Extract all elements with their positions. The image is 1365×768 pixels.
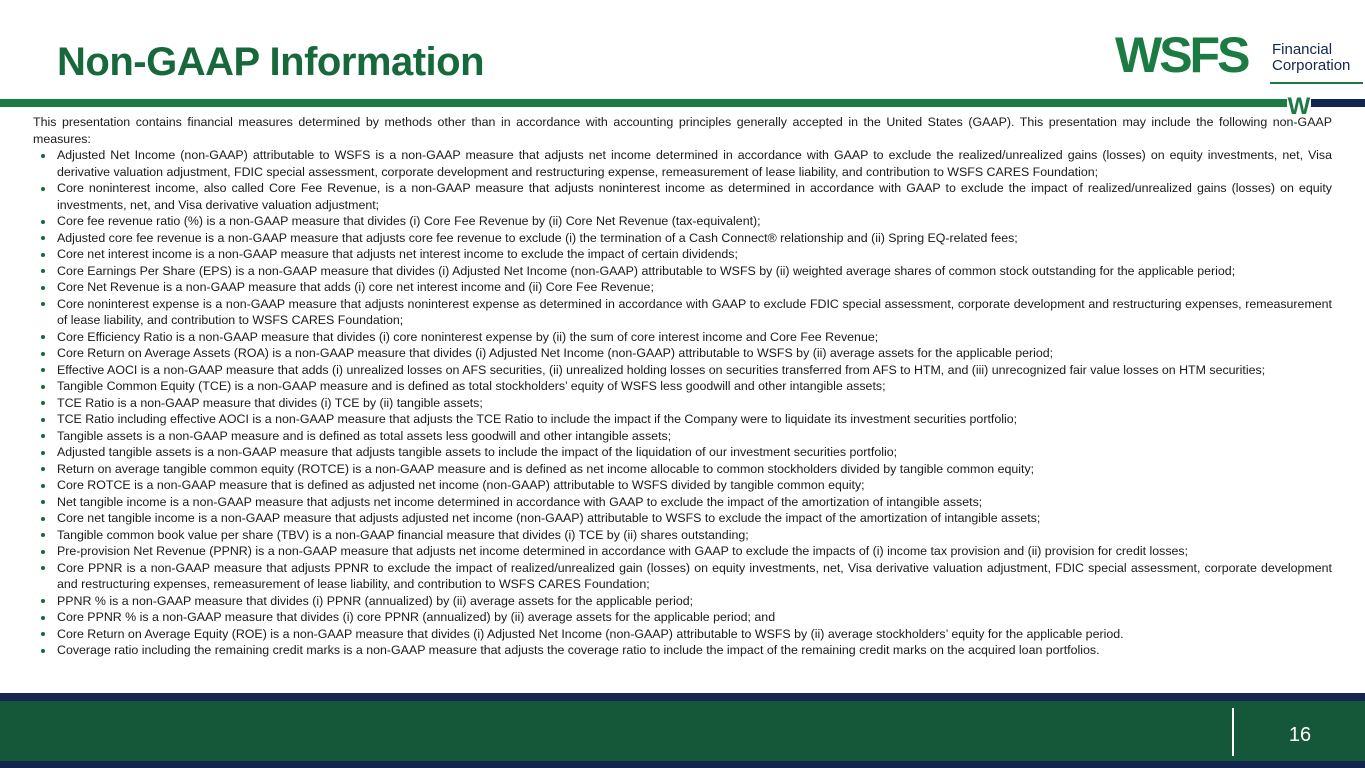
bullet-icon	[41, 236, 45, 240]
logo-text-line2: Corporation	[1272, 57, 1351, 74]
bullet-text: Core Earnings Per Share (EPS) is a non-GAAP measure that divides (i) Adjusted Net Income (non-GAAP) attributable to WSFS by (ii) weighted average shares of common stock outstanding for the applicable period;	[57, 263, 1236, 278]
bullet-text: Core PPNR % is a non-GAAP measure that divides (i) core PPNR (annualized) by (ii) average assets for the applicable period; and	[57, 610, 776, 624]
bullet-text: PPNR % is a non-GAAP measure that divides (i) PPNR (annualized) by (ii) average assets for the applicable period;	[57, 593, 694, 608]
bullet-text: Core Return on Average Equity (ROE) is a non-GAAP measure that divides (i) Adjusted Net Income (non-GAAP) attributable to WSFS by (ii) average stockholders’ equity for the applicable period.	[57, 626, 1124, 641]
bullet-text: Return on average tangible common equity (ROTCE) is a non-GAAP measure and is defined as net income allocable to common stockholders divided by tangible common equity;	[57, 461, 1035, 476]
divider-navy-bar	[1311, 99, 1365, 107]
bullet-text: Core net tangible income is a non-GAAP measure that adjusts adjusted net income (non-GAAP) attributable to WSFS to exclude the impact of the amortization of intangible assets;	[57, 511, 1041, 525]
bullet-icon	[41, 385, 45, 389]
list-item	[33, 543, 1332, 560]
list-item	[33, 527, 1332, 544]
page-title: Non-GAAP Information	[57, 40, 485, 84]
list-item	[33, 642, 1332, 659]
bullet-icon	[41, 418, 45, 422]
page-number: 16	[1288, 724, 1312, 746]
list-item	[33, 345, 1332, 362]
bullet-icon	[41, 269, 45, 273]
bullet-icon	[41, 517, 45, 521]
bullet-text: Tangible assets is a non-GAAP measure and is defined as total assets less goodwill and other intangible assets;	[57, 428, 672, 443]
logo-underline	[1270, 82, 1363, 84]
bullet-text: Adjusted Net Income (non-GAAP) attributable to WSFS is a non-GAAP measure that adjusts net income determined in accordance with GAAP to exclude the realized/unrealized gains (losses) on equity investments, net, Visa derivative valuation adjustment, FDIC special assessment, corporate development and restructuring expense, remeasurement of lease liability, and contribution to WSFS CARES Foundation;	[57, 148, 1332, 179]
bullet-icon	[41, 253, 45, 257]
bullet-text: TCE Ratio is a non-GAAP measure that divides (i) TCE by (ii) tangible assets;	[57, 395, 483, 410]
list-item	[33, 494, 1332, 511]
list-item	[33, 246, 1332, 263]
bullet-text: Core PPNR is a non-GAAP measure that adjusts PPNR to exclude the impact of realized/unrealized gain (losses) on equity investments, net, Visa derivative valuation adjustment, FDIC special assessment, corporate development and restructuring expenses, remeasurement of lease liability, and contribution to WSFS CARES Foundation;	[57, 560, 1332, 591]
bullet-icon	[41, 451, 45, 455]
list-item	[33, 362, 1332, 379]
bullet-icon	[41, 467, 45, 471]
list-item	[33, 279, 1332, 296]
list-item	[33, 180, 1332, 213]
list-item	[33, 510, 1332, 527]
bullet-icon	[41, 550, 45, 554]
bullet-icon	[41, 368, 45, 372]
list-item	[33, 230, 1332, 247]
bullet-text: Core net interest income is a non-GAAP measure that adjusts net interest income to exclude the impact of certain dividends;	[57, 247, 738, 261]
list-item	[33, 444, 1332, 461]
list-item	[33, 147, 1332, 180]
slide-body	[33, 114, 1332, 659]
bullet-icon	[41, 286, 45, 290]
list-item	[33, 477, 1332, 494]
list-item	[33, 411, 1332, 428]
bullet-text: Coverage ratio including the remaining credit marks is a non-GAAP measure that adjusts the coverage ratio to include the impact of the remaining credit marks on the acquired loan portfolios.	[57, 643, 1100, 657]
bullet-text: Tangible common book value per share (TBV) is a non-GAAP financial measure that divides (i) TCE by (ii) shares outstanding;	[57, 527, 749, 542]
bullet-text: Adjusted core fee revenue is a non-GAAP measure that adjusts core fee revenue to exclude (i) the termination of a Cash Connect® relationship and (ii) Spring EQ-related fees;	[57, 230, 1018, 245]
bullet-icon	[41, 500, 45, 504]
bullet-icon	[41, 616, 45, 620]
logo-text-line1: Financial	[1272, 41, 1333, 58]
list-item	[33, 395, 1332, 412]
list-item	[33, 428, 1332, 445]
footer-navy-bottom-bar	[0, 761, 1365, 768]
wsfs-wordmark: WSFS	[1115, 27, 1248, 83]
bullet-text: Core ROTCE is a non-GAAP measure that is defined as adjusted net income (non-GAAP) attributable to WSFS divided by tangible common equity;	[57, 478, 865, 492]
bullet-icon	[41, 649, 45, 653]
list-item	[33, 329, 1332, 346]
wsfs-logo	[1115, 27, 1363, 96]
bullet-icon	[41, 302, 45, 306]
bullet-text: Net tangible income is a non-GAAP measure that adjusts net income determined in accordance with GAAP to exclude the impact of the amortization of intangible assets;	[57, 494, 983, 509]
bullet-icon	[41, 187, 45, 191]
bullet-icon	[41, 220, 45, 224]
list-item	[33, 296, 1332, 329]
bullet-text: TCE Ratio including effective AOCI is a non-GAAP measure that adjusts the TCE Ratio to include the impact if the Company were to liquidate its investment securities portfolio;	[57, 412, 1018, 426]
bullet-icon	[41, 401, 45, 405]
list-item	[33, 263, 1332, 280]
footer-green-band	[0, 701, 1365, 761]
bullet-icon	[41, 352, 45, 356]
list-item	[33, 461, 1332, 478]
list-item	[33, 609, 1332, 626]
list-item	[33, 560, 1332, 593]
non-gaap-measures-list	[33, 147, 1332, 659]
wsfs-w-monogram: W	[1287, 93, 1311, 120]
bullet-text: Pre-provision Net Revenue (PPNR) is a non-GAAP measure that adjusts net income determined in accordance with GAAP to exclude the impacts of (i) income tax provision and (ii) provision for credit losses;	[57, 544, 1189, 558]
bullet-icon	[41, 533, 45, 537]
logo-text	[1272, 42, 1350, 74]
footer-divider-line	[1232, 708, 1234, 756]
bullet-icon	[41, 599, 45, 603]
bullet-icon	[41, 434, 45, 438]
divider-green-bar	[0, 99, 1287, 107]
list-item	[33, 378, 1332, 395]
bullet-text: Core Efficiency Ratio is a non-GAAP measure that divides (i) core noninterest expense by (ii) the sum of core interest income and Core Fee Revenue;	[57, 329, 879, 344]
bullet-text: Adjusted tangible assets is a non-GAAP measure that adjusts tangible assets to include the impact of the liquidation of our investment securities portfolio;	[57, 445, 898, 459]
intro-paragraph: This presentation contains financial measures determined by methods other than in accordance with accounting principles generally accepted in the United States (GAAP). This presentation may include the following non-GAAP measures:	[33, 115, 1332, 146]
bullet-icon	[41, 154, 45, 158]
bullet-text: Tangible Common Equity (TCE) is a non-GAAP measure and is defined as total stockholders’ equity of WSFS less goodwill and other intangible assets;	[57, 379, 886, 393]
bullet-icon	[41, 632, 45, 636]
bullet-icon	[41, 484, 45, 488]
bullet-text: Core noninterest income, also called Core Fee Revenue, is a non-GAAP measure that adjusts noninterest income as determined in accordance with GAAP to exclude the impact of realized/unrealized gains (losses) on equity investments, net, and Visa derivative valuation adjustment;	[57, 181, 1332, 212]
footer-navy-top-bar	[0, 693, 1365, 701]
bullet-icon	[41, 335, 45, 339]
bullet-icon	[41, 566, 45, 570]
bullet-text: Effective AOCI is a non-GAAP measure that adds (i) unrealized losses on AFS securities, (ii) unrealized holding losses on securities transferred from AFS to HTM, and (iii) unrecognized fair value losses on HTM securities;	[57, 362, 1266, 377]
bullet-text: Core Net Revenue is a non-GAAP measure that adds (i) core net interest income and (ii) Core Fee Revenue;	[57, 280, 654, 294]
list-item	[33, 213, 1332, 230]
bullet-text: Core noninterest expense is a non-GAAP measure that adjusts noninterest expense as determined in accordance with GAAP to exclude FDIC special assessment, corporate development and restructuring expenses, remeasurement of lease liability, and contribution to WSFS CARES Foundation;	[57, 296, 1332, 327]
bullet-text: Core Return on Average Assets (ROA) is a non-GAAP measure that divides (i) Adjusted Net Income (non-GAAP) attributable to WSFS by (ii) average assets for the applicable period;	[57, 346, 1054, 360]
list-item	[33, 626, 1332, 643]
list-item	[33, 593, 1332, 610]
bullet-text: Core fee revenue ratio (%) is a non-GAAP measure that divides (i) Core Fee Revenue by (ii) Core Net Revenue (tax-equivalent);	[57, 214, 761, 228]
